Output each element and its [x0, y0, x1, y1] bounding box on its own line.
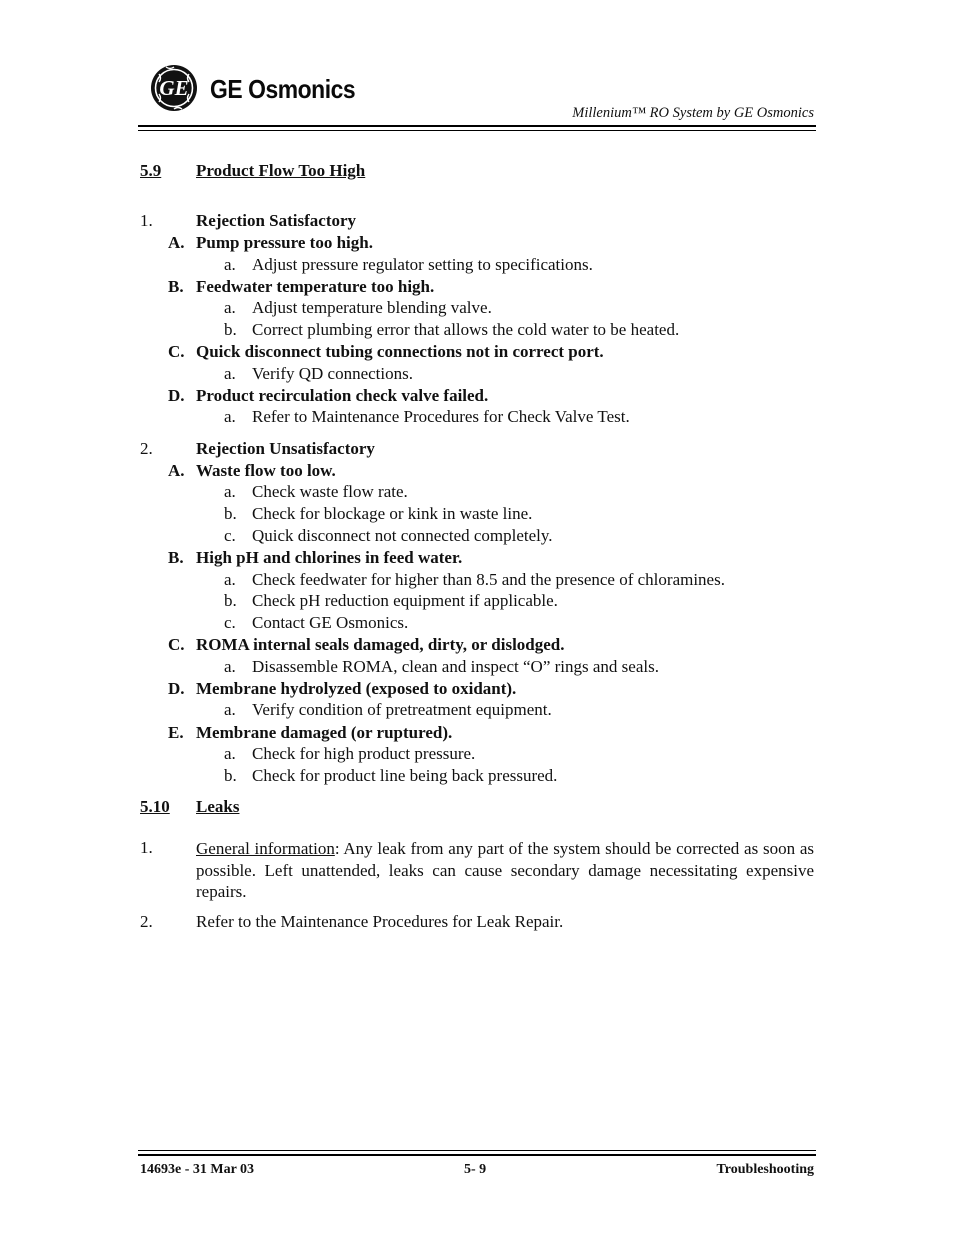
footer-page-number: 5- 9 [464, 1162, 487, 1177]
sub-heading: Waste flow too low. [196, 461, 336, 480]
paragraph-label: General information [196, 839, 335, 858]
sub-heading: Membrane hydrolyzed (exposed to oxidant). [196, 679, 517, 698]
footer-section-name: Troubleshooting [716, 1162, 814, 1177]
header-rule-thick [138, 125, 816, 127]
list-letter: a. [224, 298, 236, 317]
sub-heading: Pump pressure too high. [196, 233, 373, 252]
list-letter: a. [224, 407, 236, 426]
sub-letter: D. [168, 386, 185, 405]
list-letter: a. [224, 570, 236, 589]
list-letter: b. [224, 504, 237, 523]
sub-heading: High pH and chlorines in feed water. [196, 548, 463, 567]
paragraph-text: : Any leak from any part of the system should be corrected as soon as possible. Left unattended, leaks can cause secondary damage necessitating expensive repairs. [196, 839, 814, 901]
brand-name: GE Osmonics [210, 74, 356, 104]
list-heading: Rejection Unsatisfactory [196, 439, 375, 458]
list-number: 1. [140, 838, 153, 857]
document-subtitle: Millenium™ RO System by GE Osmonics [572, 105, 814, 121]
list-item: Check for blockage or kink in waste line. [252, 504, 533, 523]
svg-text:GE: GE [159, 76, 189, 100]
list-letter: a. [224, 700, 236, 719]
sub-letter: C. [168, 635, 185, 654]
section-title: Product Flow Too High [196, 161, 366, 180]
list-item: Check feedwater for higher than 8.5 and the presence of chloramines. [252, 570, 725, 589]
list-letter: a. [224, 482, 236, 501]
section-title: Leaks [196, 797, 240, 816]
sub-heading: Quick disconnect tubing connections not in correct port. [196, 342, 604, 361]
list-item: Check pH reduction equipment if applicable. [252, 591, 558, 610]
list-letter: b. [224, 320, 237, 339]
sub-letter: B. [168, 548, 184, 567]
list-letter: a. [224, 255, 236, 274]
list-letter: c. [224, 613, 236, 632]
list-item: Quick disconnect not connected completely. [252, 526, 553, 545]
sub-letter: A. [168, 233, 185, 252]
list-number: 2. [140, 912, 153, 931]
sub-letter: E. [168, 723, 184, 742]
list-letter: c. [224, 526, 236, 545]
list-letter: a. [224, 364, 236, 383]
list-letter: b. [224, 766, 237, 785]
list-item: Check waste flow rate. [252, 482, 408, 501]
sub-letter: B. [168, 277, 184, 296]
list-letter: b. [224, 591, 237, 610]
list-number: 2. [140, 439, 153, 458]
sub-heading: Membrane damaged (or ruptured). [196, 723, 453, 742]
list-item: Disassemble ROMA, clean and inspect “O” rings and seals. [252, 657, 659, 676]
list-item: Check for high product pressure. [252, 744, 476, 763]
sub-letter: A. [168, 461, 185, 480]
leak-general-paragraph [196, 838, 814, 903]
section-number: 5.10 [140, 797, 170, 816]
sub-letter: D. [168, 679, 185, 698]
sub-heading: ROMA internal seals damaged, dirty, or dislodged. [196, 635, 565, 654]
list-item: Refer to the Maintenance Procedures for Leak Repair. [196, 912, 564, 931]
list-heading: Rejection Satisfactory [196, 211, 357, 230]
ge-logo-icon [150, 64, 198, 112]
list-letter: a. [224, 744, 236, 763]
list-item: Correct plumbing error that allows the cold water to be heated. [252, 320, 680, 339]
list-letter: a. [224, 657, 236, 676]
footer-rule-thick [138, 1154, 816, 1156]
list-item: Check for product line being back pressured. [252, 766, 558, 785]
footer-rule-thin [138, 1150, 816, 1151]
list-number: 1. [140, 211, 153, 230]
list-item: Adjust temperature blending valve. [252, 298, 492, 317]
sub-heading: Feedwater temperature too high. [196, 277, 435, 296]
list-item: Verify QD connections. [252, 364, 413, 383]
list-item: Verify condition of pretreatment equipment. [252, 700, 552, 719]
section-number: 5.9 [140, 161, 162, 180]
list-item: Adjust pressure regulator setting to specifications. [252, 255, 593, 274]
sub-letter: C. [168, 342, 185, 361]
footer-doc-id: 14693e - 31 Mar 03 [140, 1162, 255, 1177]
list-item: Contact GE Osmonics. [252, 613, 409, 632]
sub-heading: Product recirculation check valve failed. [196, 386, 489, 405]
list-item: Refer to Maintenance Procedures for Check Valve Test. [252, 407, 630, 426]
header-rule-thin [138, 130, 816, 131]
